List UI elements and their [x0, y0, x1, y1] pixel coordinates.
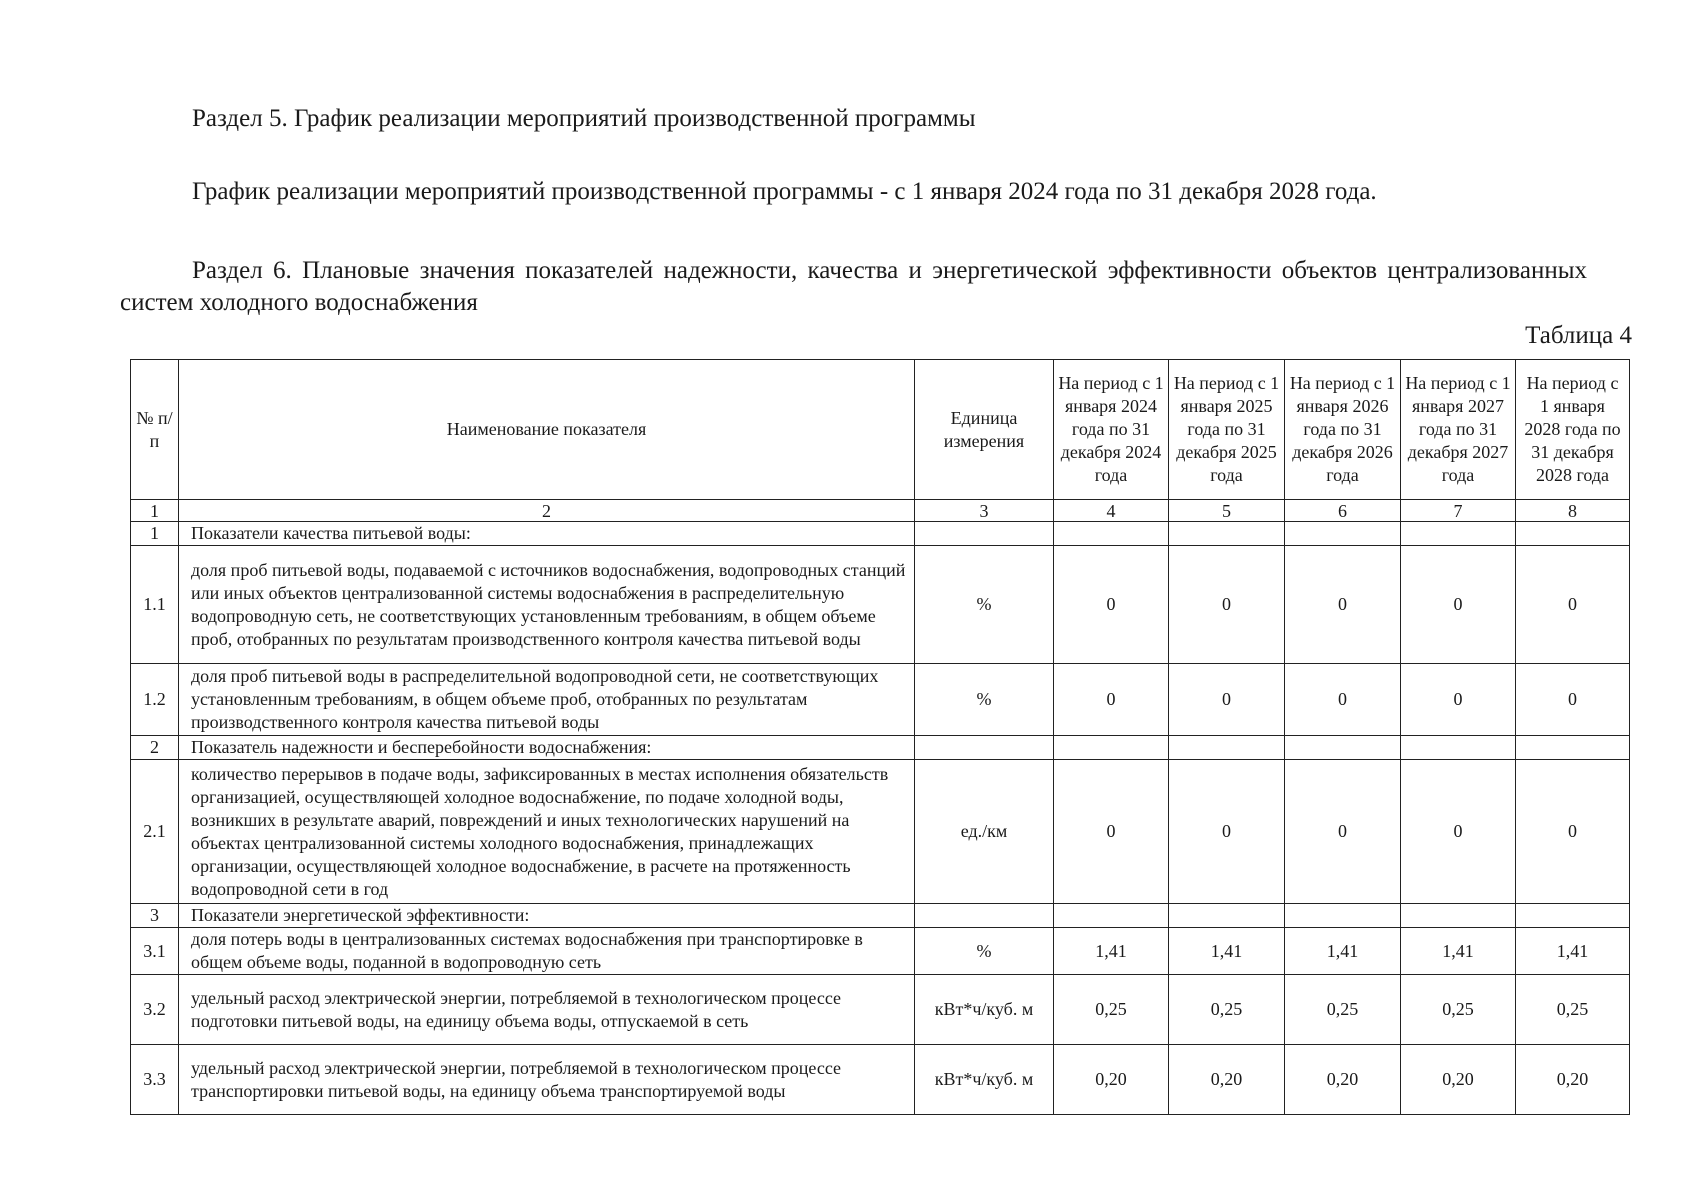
row-value: 0,20 [1285, 1045, 1401, 1115]
column-number: 4 [1054, 500, 1169, 522]
row-value: 0 [1054, 546, 1169, 664]
table-row [131, 664, 1630, 736]
row-value: 0,20 [1054, 1045, 1169, 1115]
row-num: 1.1 [131, 546, 179, 664]
column-number: 5 [1169, 500, 1285, 522]
row-value: 1,41 [1401, 928, 1516, 975]
row-value: 0,20 [1401, 1045, 1516, 1115]
row-value: 1,41 [1285, 928, 1401, 975]
row-name: доля проб питьевой воды в распределительной водопроводной сети, не соответствующих установленным требованиям, в общем объеме проб, отобранных по результатам производственного контроля качества питьевой воды [179, 664, 915, 736]
row-num: 1 [131, 522, 179, 546]
row-value: 0,25 [1285, 975, 1401, 1045]
row-value: 0 [1401, 760, 1516, 904]
row-value [1285, 522, 1401, 546]
header-period-2028: На период с 1 января 2028 года по 31 декабря 2028 года [1516, 360, 1630, 500]
row-value: 0,25 [1401, 975, 1516, 1045]
column-number: 3 [915, 500, 1054, 522]
row-num: 2 [131, 736, 179, 760]
section6-title: Раздел 6. Плановые значения показателей надежности, качества и энергетической эффективности объектов централизованных систем холодного водоснабжения [120, 257, 1587, 316]
row-num: 3.2 [131, 975, 179, 1045]
header-period-2026: На период с 1 января 2026 года по 31 декабря 2026 года [1285, 360, 1401, 500]
row-value [1169, 904, 1285, 928]
row-num: 3 [131, 904, 179, 928]
header-period-2027: На период с 1 января 2027 года по 31 декабря 2027 года [1401, 360, 1516, 500]
row-value: 0 [1285, 664, 1401, 736]
row-unit: ед./км [915, 760, 1054, 904]
table-row [131, 904, 1630, 928]
column-number: 1 [131, 500, 179, 522]
row-value: 0,20 [1516, 1045, 1630, 1115]
row-unit: % [915, 928, 1054, 975]
row-value: 0 [1285, 760, 1401, 904]
row-value: 0 [1516, 546, 1630, 664]
row-name: доля проб питьевой воды, подаваемой с источников водоснабжения, водопроводных станций или иных объектов централизованной системы водоснабжения в распределительную водопроводную сеть, не соответствующих установленным требованиям, в общем объеме проб, отобранных по результатам производственного контроля качества питьевой воды [179, 546, 915, 664]
row-value [1169, 522, 1285, 546]
row-value: 0,25 [1516, 975, 1630, 1045]
row-unit: % [915, 664, 1054, 736]
row-num: 1.2 [131, 664, 179, 736]
table-row [131, 546, 1630, 664]
row-num: 3.1 [131, 928, 179, 975]
header-period-2025: На период с 1 января 2025 года по 31 декабря 2025 года [1169, 360, 1285, 500]
header-num: № п/ п [131, 360, 179, 500]
row-value: 0 [1285, 546, 1401, 664]
row-value [1285, 736, 1401, 760]
row-unit [915, 904, 1054, 928]
row-unit: кВт*ч/куб. м [915, 1045, 1054, 1115]
row-name: удельный расход электрической энергии, потребляемой в технологическом процессе транспортировки питьевой воды, на единицу объема транспортируемой воды [179, 1045, 915, 1115]
row-unit [915, 736, 1054, 760]
row-name: Показатель надежности и бесперебойности водоснабжения: [179, 736, 915, 760]
row-value: 1,41 [1516, 928, 1630, 975]
row-value: 0 [1169, 546, 1285, 664]
row-value [1516, 904, 1630, 928]
row-name: количество перерывов в подаче воды, зафиксированных в местах исполнения обязательств организацией, осуществляющей холодное водоснабжение, по подаче холодной воды, возникших в результате аварий, повреждений и иных технологических нарушений на объектах централизованной системы холодного водоснабжения, принадлежащих организации, осуществляющей холодное водоснабжение, в расчете на протяженность водопроводной сети в год [179, 760, 915, 904]
row-value: 0,20 [1169, 1045, 1285, 1115]
row-value [1054, 522, 1169, 546]
column-number: 8 [1516, 500, 1630, 522]
row-value: 0 [1516, 760, 1630, 904]
table-row [131, 760, 1630, 904]
row-value [1516, 522, 1630, 546]
row-value [1054, 904, 1169, 928]
row-unit: % [915, 546, 1054, 664]
row-value [1401, 904, 1516, 928]
row-value: 1,41 [1169, 928, 1285, 975]
row-value: 0 [1401, 546, 1516, 664]
row-value: 0 [1169, 760, 1285, 904]
row-value: 0,25 [1169, 975, 1285, 1045]
table-row [131, 928, 1630, 975]
header-period-2024: На период с 1 января 2024 года по 31 декабря 2024 года [1054, 360, 1169, 500]
schedule-text: График реализации мероприятий производственной программы - с 1 января 2024 года по 31 декабря 2028 года. [192, 178, 1377, 205]
row-num: 3.3 [131, 1045, 179, 1115]
row-value [1401, 736, 1516, 760]
row-value: 0 [1169, 664, 1285, 736]
column-number: 6 [1285, 500, 1401, 522]
row-value: 0 [1054, 664, 1169, 736]
row-value [1516, 736, 1630, 760]
row-value: 1,41 [1054, 928, 1169, 975]
row-num: 2.1 [131, 760, 179, 904]
column-number-row [131, 500, 1630, 522]
section5-title: Раздел 5. График реализации мероприятий производственной программы [192, 105, 976, 132]
table-caption: Таблица 4 [1525, 322, 1632, 349]
row-value: 0 [1054, 760, 1169, 904]
row-name: Показатели энергетической эффективности: [179, 904, 915, 928]
header-unit: Единица измерения [915, 360, 1054, 500]
row-value [1401, 522, 1516, 546]
indicators-table [130, 359, 1630, 1115]
row-name: Показатели качества питьевой воды: [179, 522, 915, 546]
table-row [131, 522, 1630, 546]
row-value: 0 [1516, 664, 1630, 736]
row-value: 0,25 [1054, 975, 1169, 1045]
row-value [1169, 736, 1285, 760]
table-row [131, 975, 1630, 1045]
table-row [131, 1045, 1630, 1115]
row-unit [915, 522, 1054, 546]
row-value [1285, 904, 1401, 928]
row-name: доля потерь воды в централизованных системах водоснабжения при транспортировке в общем объеме воды, поданной в водопроводную сеть [179, 928, 915, 975]
table-row [131, 736, 1630, 760]
row-name: удельный расход электрической энергии, потребляемой в технологическом процессе подготовки питьевой воды, на единицу объема воды, отпускаемой в сеть [179, 975, 915, 1045]
header-name: Наименование показателя [179, 360, 915, 500]
column-number: 2 [179, 500, 915, 522]
row-unit: кВт*ч/куб. м [915, 975, 1054, 1045]
column-number: 7 [1401, 500, 1516, 522]
row-value: 0 [1401, 664, 1516, 736]
row-value [1054, 736, 1169, 760]
